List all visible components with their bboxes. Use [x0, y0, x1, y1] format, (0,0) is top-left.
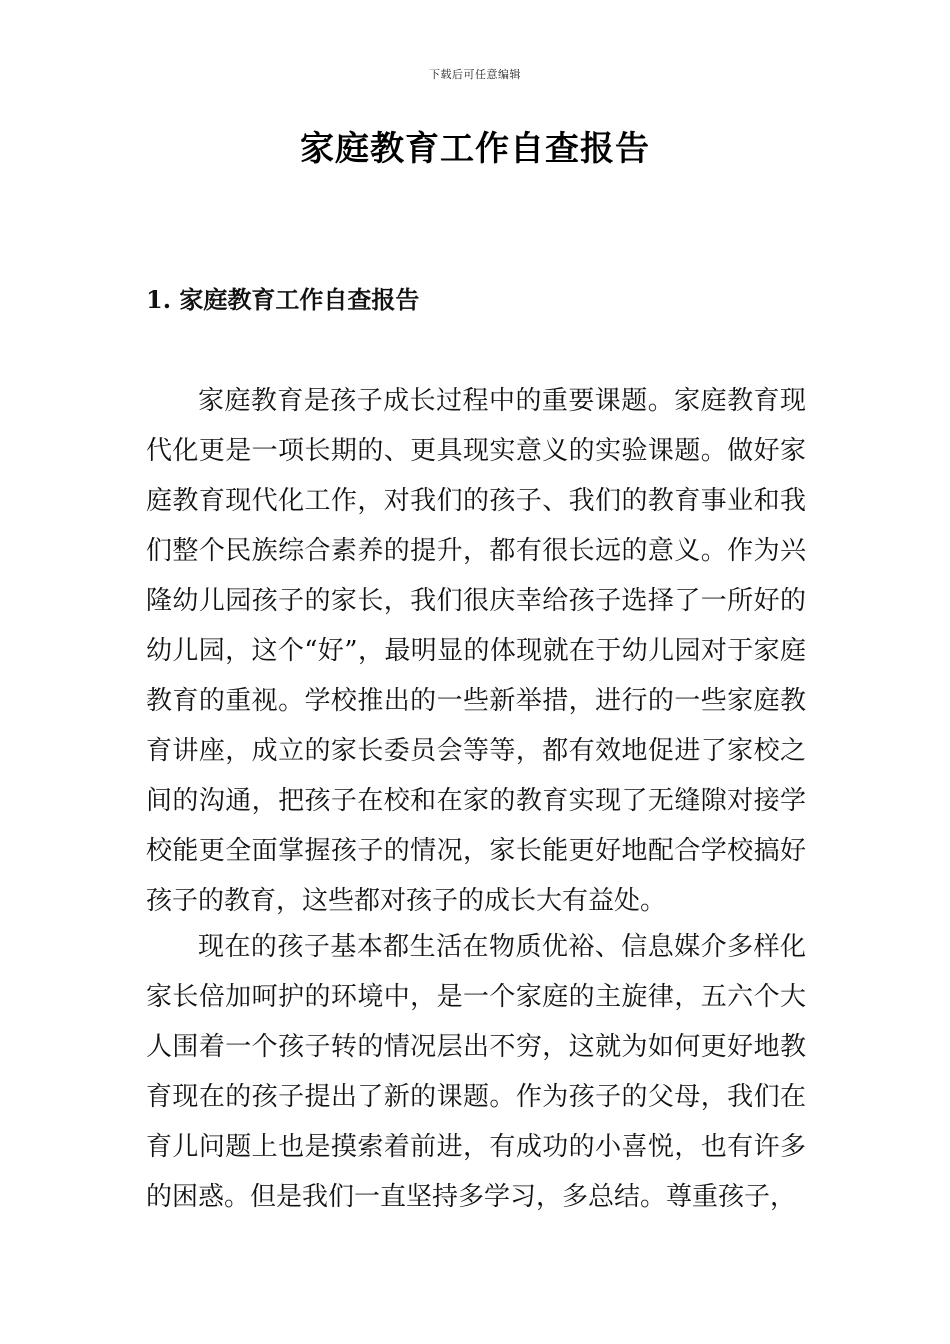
header-note: 下载后可任意编辑	[429, 68, 521, 81]
body-paragraph: 家庭教育是孩子成长过程中的重要课题。家庭教育现代化更是一项长期的、更具现实意义的实验课题。做好家庭教育现代化工作，对我们的孩子、我们的教育事业和我们整个民族综合素养的提升，都有很长远的意义。作为兴隆幼儿园孩子的家长，我们很庆幸给孩子选择了一所好的幼儿园，这个“好”，最明显的体现就在于幼儿园对于家庭教育的重视。学校推出的一些新举措，进行的一些家庭教育讲座，成立的家长委员会等等，都有效地促进了家校之间的沟通，把孩子在校和在家的教育实现了无缝隙对接学校能更全面掌握孩子的情况，家长能更好地配合学校搞好孩子的教育，这些都对孩子的成长大有益处。	[146, 386, 806, 916]
page-title: 家庭教育工作自查报告	[300, 129, 650, 169]
body-paragraph: 现在的孩子基本都生活在物质优裕、信息媒介多样化家长倍加呵护的环境中，是一个家庭的主旋律，五六个大人围着一个孩子转的情况层出不穷，这就为如何更好地教育现在的孩子提出了新的课题。作为孩子的父母，我们在育儿问题上也是摸索着前进，有成功的小喜悦，也有许多的困惑。但是我们一直坚持多学习，多总结。尊重孩子，	[146, 932, 806, 1212]
section-heading: 1. 家庭教育工作自查报告	[146, 285, 420, 314]
